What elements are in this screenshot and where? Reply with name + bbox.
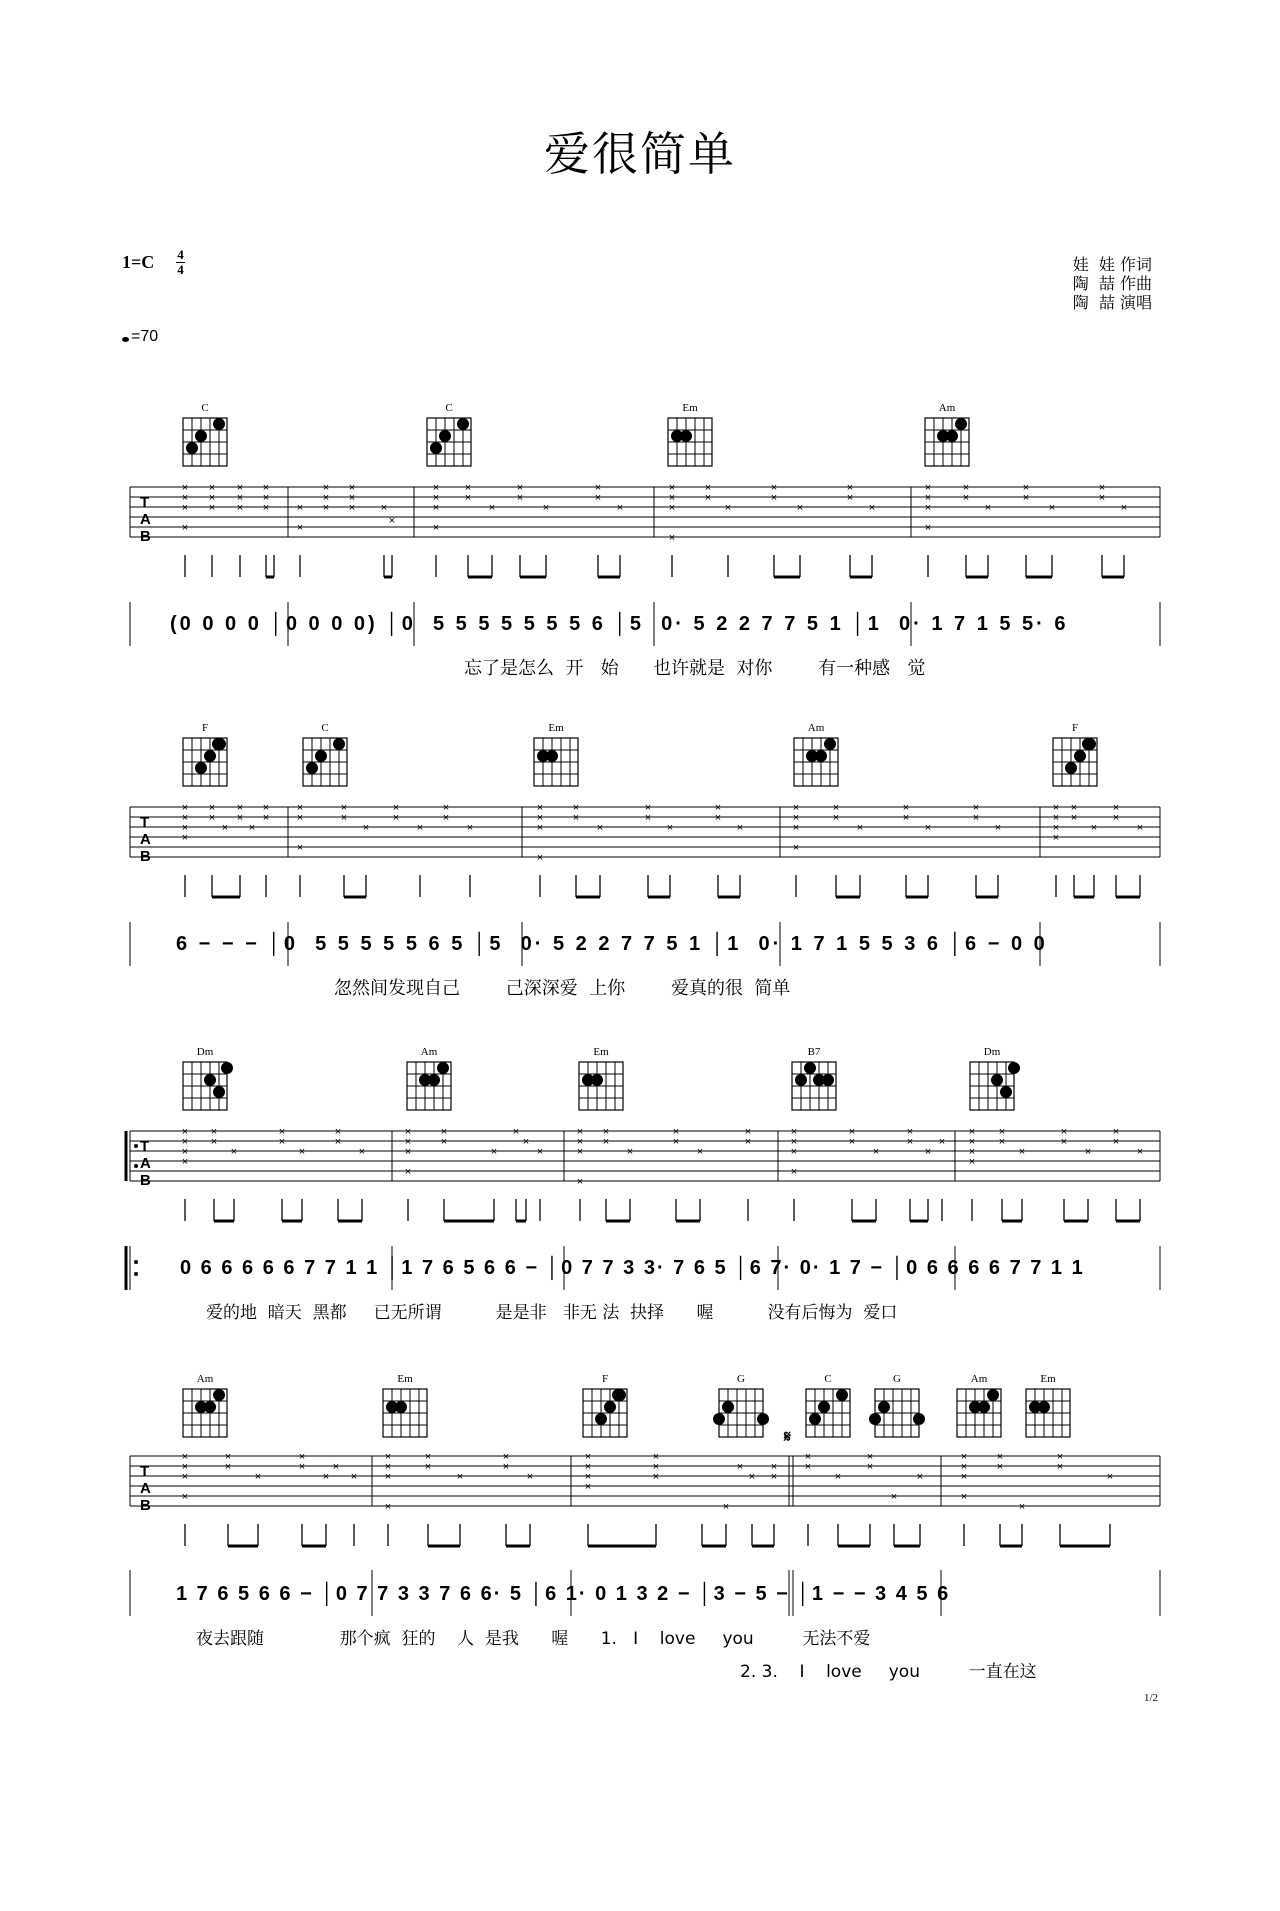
svg-text:×: × — [442, 802, 450, 814]
svg-text:×: × — [906, 1136, 914, 1148]
svg-text:×: × — [392, 802, 400, 814]
svg-text:×: × — [392, 812, 400, 824]
svg-text:×: × — [866, 1451, 874, 1463]
svg-text:×: × — [296, 502, 304, 514]
svg-text:×: × — [442, 812, 450, 824]
svg-text:×: × — [744, 1126, 752, 1138]
svg-text:×: × — [1070, 802, 1078, 814]
svg-text:×: × — [796, 502, 804, 514]
svg-text:×: × — [968, 1146, 976, 1158]
svg-text:×: × — [792, 812, 800, 824]
svg-text:A: A — [140, 511, 151, 528]
svg-text:×: × — [340, 802, 348, 814]
svg-text:×: × — [668, 502, 676, 514]
chord-name: B7 — [807, 1046, 821, 1058]
svg-text:×: × — [322, 1471, 330, 1483]
svg-text:×: × — [924, 492, 932, 504]
svg-text:×: × — [792, 802, 800, 814]
svg-text:×: × — [296, 522, 304, 534]
svg-text:×: × — [960, 1461, 968, 1473]
svg-text:T: T — [140, 1463, 150, 1480]
svg-text:×: × — [1112, 1136, 1120, 1148]
svg-text:A: A — [140, 1155, 151, 1172]
svg-text:×: × — [384, 1471, 392, 1483]
chord-name: Em — [548, 722, 564, 734]
chord-name: Em — [1040, 1373, 1056, 1385]
page-title: 爱很简单 — [544, 127, 736, 181]
svg-text:×: × — [322, 502, 330, 514]
chord-name: Dm — [983, 1046, 1001, 1058]
chord-name: C — [201, 402, 209, 414]
svg-text:×: × — [350, 1471, 358, 1483]
svg-text:×: × — [298, 1451, 306, 1463]
svg-text:×: × — [208, 492, 216, 504]
svg-text:×: × — [584, 1471, 592, 1483]
svg-text:×: × — [968, 1126, 976, 1138]
svg-text:×: × — [384, 1451, 392, 1463]
svg-text:×: × — [1070, 812, 1078, 824]
lyric-row-4a: 夜去跟随 那个疯 狂的 人 是我 喔 1. I love you 无法不爱 — [196, 1629, 871, 1649]
svg-text:B: B — [140, 848, 151, 865]
svg-text:×: × — [960, 1471, 968, 1483]
svg-text:×: × — [572, 802, 580, 814]
svg-text:×: × — [404, 1146, 412, 1158]
svg-text:×: × — [996, 1461, 1004, 1473]
svg-text:×: × — [236, 492, 244, 504]
svg-text:×: × — [380, 502, 388, 514]
svg-text:×: × — [998, 1136, 1006, 1148]
svg-text:×: × — [340, 812, 348, 824]
svg-text:×: × — [516, 492, 524, 504]
svg-text:×: × — [181, 502, 189, 514]
svg-text:×: × — [181, 1491, 189, 1503]
svg-text:×: × — [262, 802, 270, 814]
svg-text:×: × — [1048, 502, 1056, 514]
svg-text:×: × — [210, 1136, 218, 1148]
chord-name: Am — [196, 1373, 214, 1385]
svg-text:×: × — [1018, 1146, 1026, 1158]
svg-text:×: × — [456, 1471, 464, 1483]
svg-text:×: × — [1112, 812, 1120, 824]
svg-text:×: × — [348, 492, 356, 504]
svg-text:×: × — [536, 1146, 544, 1158]
svg-text:×: × — [296, 812, 304, 824]
svg-text:×: × — [722, 1501, 730, 1513]
svg-text:×: × — [236, 812, 244, 824]
svg-text:×: × — [262, 812, 270, 824]
chord-diagram — [183, 418, 969, 466]
svg-text:×: × — [572, 812, 580, 824]
svg-text:×: × — [1060, 1126, 1068, 1138]
svg-text:×: × — [576, 1126, 584, 1138]
svg-text:×: × — [1120, 502, 1128, 514]
chord-name: Em — [682, 402, 698, 414]
chord-name: C — [824, 1373, 832, 1385]
svg-text:×: × — [770, 1461, 778, 1473]
svg-text:×: × — [856, 822, 864, 834]
svg-text:×: × — [924, 482, 932, 494]
svg-text:×: × — [584, 1461, 592, 1473]
svg-text:×: × — [972, 812, 980, 824]
svg-text:×: × — [1052, 822, 1060, 834]
svg-text:×: × — [576, 1176, 584, 1188]
svg-text:×: × — [584, 1481, 592, 1493]
svg-text:×: × — [924, 502, 932, 514]
svg-text:×: × — [846, 492, 854, 504]
svg-text:×: × — [1090, 822, 1098, 834]
svg-text:×: × — [416, 822, 424, 834]
svg-text:×: × — [866, 1461, 874, 1473]
svg-text:×: × — [1052, 802, 1060, 814]
svg-text:×: × — [736, 1461, 744, 1473]
svg-text:×: × — [432, 502, 440, 514]
lyric-row-1: 忘了是怎么 开 始 也许就是 对你 有一种感 觉 — [464, 658, 926, 679]
svg-text:×: × — [1098, 482, 1106, 494]
svg-text:×: × — [536, 852, 544, 864]
svg-text:×: × — [924, 1146, 932, 1158]
svg-text:×: × — [322, 482, 330, 494]
svg-text:×: × — [181, 1451, 189, 1463]
svg-text:×: × — [298, 1461, 306, 1473]
svg-text:×: × — [536, 822, 544, 834]
svg-text:×: × — [994, 822, 1002, 834]
svg-text:T: T — [140, 494, 150, 511]
svg-text:×: × — [714, 812, 722, 824]
svg-text:×: × — [466, 822, 474, 834]
svg-text:×: × — [770, 482, 778, 494]
svg-text:×: × — [804, 1461, 812, 1473]
svg-text:A: A — [140, 1480, 151, 1497]
svg-text:×: × — [358, 1146, 366, 1158]
svg-text:A: A — [140, 831, 151, 848]
svg-text:×: × — [594, 482, 602, 494]
svg-text:×: × — [230, 1146, 238, 1158]
svg-text:×: × — [296, 842, 304, 854]
svg-text:×: × — [432, 492, 440, 504]
svg-text:×: × — [210, 1126, 218, 1138]
svg-text:×: × — [181, 482, 189, 494]
svg-text:×: × — [502, 1461, 510, 1473]
svg-text:×: × — [181, 1146, 189, 1158]
svg-text:×: × — [998, 1126, 1006, 1138]
svg-text:×: × — [490, 1146, 498, 1158]
svg-text:×: × — [322, 492, 330, 504]
svg-text:×: × — [502, 1451, 510, 1463]
key-signature: 1=C — [122, 252, 155, 272]
svg-text:×: × — [404, 1136, 412, 1148]
svg-text:×: × — [996, 1451, 1004, 1463]
svg-text:×: × — [440, 1126, 448, 1138]
svg-text:×: × — [916, 1471, 924, 1483]
chord-name: F — [1071, 722, 1079, 734]
svg-text:×: × — [744, 1136, 752, 1148]
svg-text:×: × — [1136, 822, 1144, 834]
svg-text:×: × — [832, 802, 840, 814]
svg-text:×: × — [924, 522, 932, 534]
svg-text:×: × — [1060, 1136, 1068, 1148]
lyric-row-3: 爱的地 暗天 黑都 已无所谓 是是非 非无 法 抉择 喔 没有后悔为 爱口 — [206, 1303, 898, 1323]
svg-text:T: T — [140, 814, 150, 831]
svg-text:×: × — [1106, 1471, 1114, 1483]
credit-lyricist: 娃 娃 作词 — [1072, 255, 1152, 274]
svg-text:×: × — [208, 482, 216, 494]
tempo-value: =70 — [131, 328, 159, 345]
chord-name: Em — [397, 1373, 413, 1385]
svg-text:×: × — [262, 492, 270, 504]
svg-text:×: × — [1112, 1126, 1120, 1138]
svg-text:×: × — [872, 1146, 880, 1158]
svg-text:×: × — [384, 1461, 392, 1473]
chord-name: Dm — [196, 1046, 214, 1058]
svg-text:×: × — [668, 532, 676, 544]
svg-text:×: × — [404, 1126, 412, 1138]
svg-text:×: × — [236, 482, 244, 494]
svg-text:×: × — [846, 482, 854, 494]
svg-text:×: × — [262, 482, 270, 494]
svg-text:×: × — [924, 822, 932, 834]
svg-text:×: × — [432, 522, 440, 534]
svg-text:×: × — [464, 492, 472, 504]
svg-text:×: × — [652, 1451, 660, 1463]
svg-text:×: × — [770, 1471, 778, 1483]
svg-text:×: × — [224, 1461, 232, 1473]
svg-text:×: × — [790, 1126, 798, 1138]
svg-text:×: × — [536, 812, 544, 824]
chord-name: Am — [807, 722, 825, 734]
svg-text:×: × — [832, 812, 840, 824]
svg-text:×: × — [181, 812, 189, 824]
svg-text:×: × — [224, 1451, 232, 1463]
svg-text:×: × — [236, 802, 244, 814]
svg-text:×: × — [666, 822, 674, 834]
svg-text:×: × — [672, 1136, 680, 1148]
svg-text:×: × — [181, 522, 189, 534]
svg-text:×: × — [181, 1136, 189, 1148]
svg-text:×: × — [770, 492, 778, 504]
svg-text:×: × — [668, 492, 676, 504]
notation-row-1: (0 0 0 0 │0 0 0 0) │0 5 5 5 5 5 5 5 6 │5 0· 5 2 2 7 7 5 1 │1 0· 1 7 1 5 5· 6 — [170, 613, 1069, 635]
notation-row-2: 6 − − − │0 5 5 5 5 5 6 5 │5 0· 5 2 2 7 7 5 1 │1 0· 1 7 1 5 5 3 6 │6 − 0 0 — [176, 933, 1048, 955]
svg-text:×: × — [388, 515, 396, 527]
svg-text:×: × — [424, 1451, 432, 1463]
svg-text:×: × — [724, 502, 732, 514]
svg-text:×: × — [672, 1126, 680, 1138]
svg-text:×: × — [704, 482, 712, 494]
svg-text:×: × — [334, 1126, 342, 1138]
svg-text:×: × — [962, 492, 970, 504]
svg-text:×: × — [596, 822, 604, 834]
svg-text:×: × — [236, 502, 244, 514]
chord-name: F — [201, 722, 209, 734]
svg-text:𝄋: 𝄋 — [784, 1429, 791, 1446]
svg-text:×: × — [848, 1126, 856, 1138]
svg-text:×: × — [536, 802, 544, 814]
svg-text:×: × — [938, 1136, 946, 1148]
svg-text:×: × — [526, 1471, 534, 1483]
svg-text:×: × — [181, 832, 189, 844]
svg-text:×: × — [792, 822, 800, 834]
chord-name: Em — [593, 1046, 609, 1058]
svg-text:×: × — [804, 1451, 812, 1463]
svg-text:×: × — [668, 482, 676, 494]
svg-text:×: × — [404, 1166, 412, 1178]
svg-text:×: × — [906, 1126, 914, 1138]
chord-name: G — [737, 1373, 745, 1385]
svg-text:×: × — [1052, 832, 1060, 844]
chord-name: C — [445, 402, 453, 414]
svg-text:×: × — [1112, 802, 1120, 814]
svg-text:×: × — [616, 502, 624, 514]
svg-text:×: × — [440, 1136, 448, 1148]
svg-text:×: × — [890, 1491, 898, 1503]
svg-text:×: × — [576, 1136, 584, 1148]
svg-text:×: × — [848, 1136, 856, 1148]
svg-text:×: × — [790, 1146, 798, 1158]
svg-text:×: × — [790, 1136, 798, 1148]
svg-text:×: × — [1052, 812, 1060, 824]
chord-name: Am — [420, 1046, 438, 1058]
svg-text:×: × — [576, 1146, 584, 1158]
svg-text:×: × — [714, 802, 722, 814]
svg-text:B: B — [140, 528, 151, 545]
svg-text:×: × — [626, 1146, 634, 1158]
svg-text:×: × — [1022, 492, 1030, 504]
svg-text:×: × — [516, 482, 524, 494]
chord-name: F — [601, 1373, 609, 1385]
svg-text:×: × — [652, 1471, 660, 1483]
svg-text:×: × — [298, 1146, 306, 1158]
svg-text:×: × — [1056, 1461, 1064, 1473]
chord-name: C — [321, 722, 329, 734]
chord-name: G — [893, 1373, 901, 1385]
svg-text:×: × — [972, 802, 980, 814]
svg-text:×: × — [384, 1501, 392, 1513]
svg-text:×: × — [602, 1136, 610, 1148]
svg-text:×: × — [968, 1156, 976, 1168]
svg-text:×: × — [262, 502, 270, 514]
svg-text:×: × — [792, 842, 800, 854]
svg-text:B: B — [140, 1172, 151, 1189]
svg-text:×: × — [432, 482, 440, 494]
svg-text:×: × — [748, 1471, 756, 1483]
time-signature-top: 4 — [177, 247, 184, 262]
svg-text:×: × — [424, 1461, 432, 1473]
credit-singer: 陶 喆 演唱 — [1072, 293, 1152, 312]
svg-text:×: × — [522, 1136, 530, 1148]
svg-text:×: × — [644, 802, 652, 814]
svg-text:×: × — [348, 482, 356, 494]
lyric-row-2: 忽然间发现自己 己深深爱 上你 爱真的很 简单 — [334, 978, 791, 999]
svg-text:×: × — [960, 1451, 968, 1463]
svg-text:×: × — [334, 1136, 342, 1148]
time-signature-bottom: 4 — [177, 262, 184, 277]
svg-text:×: × — [181, 1461, 189, 1473]
svg-text:×: × — [834, 1471, 842, 1483]
svg-text:×: × — [181, 822, 189, 834]
svg-text:×: × — [1136, 1146, 1144, 1158]
svg-text:×: × — [704, 492, 712, 504]
svg-text:×: × — [984, 502, 992, 514]
svg-text:×: × — [902, 802, 910, 814]
svg-text:×: × — [208, 812, 216, 824]
svg-text:×: × — [696, 1146, 704, 1158]
svg-text:×: × — [644, 812, 652, 824]
svg-text:×: × — [278, 1126, 286, 1138]
svg-text:×: × — [181, 802, 189, 814]
notation-row-3: 0 6 6 6 6 6 7 7 1 1 │1 7 6 5 6 6 − │0 7 7 3 3· 7 6 5 │6 7· 0· 1 7 − │0 6 6 6 6 7 7 1 1 — [180, 1257, 1085, 1279]
lyric-row-4b: 2. 3. I love you 一直在这 — [740, 1662, 1037, 1682]
svg-text:×: × — [790, 1166, 798, 1178]
svg-text:×: × — [181, 492, 189, 504]
svg-text:×: × — [584, 1451, 592, 1463]
svg-text:×: × — [960, 1491, 968, 1503]
svg-text:×: × — [254, 1471, 262, 1483]
svg-text:×: × — [602, 1126, 610, 1138]
notation-row-4: 1 7 6 5 6 6 − │0 7 7 3 3 7 6 6· 5 │6 1· 0 1 3 2 − │3 − 5 − │1 − − 3 4 5 6 — [176, 1583, 951, 1605]
svg-text:×: × — [208, 502, 216, 514]
svg-text:×: × — [902, 812, 910, 824]
svg-text:×: × — [1084, 1146, 1092, 1158]
svg-text:×: × — [348, 502, 356, 514]
svg-text:×: × — [181, 1126, 189, 1138]
svg-text:×: × — [1056, 1451, 1064, 1463]
svg-text:×: × — [542, 502, 550, 514]
svg-text:T: T — [140, 1138, 150, 1155]
svg-text:×: × — [868, 502, 876, 514]
svg-text:×: × — [181, 1156, 189, 1168]
svg-text:×: × — [362, 822, 370, 834]
chord-name: Am — [970, 1373, 988, 1385]
credit-composer: 陶 喆 作曲 — [1072, 274, 1152, 293]
svg-text:×: × — [1022, 482, 1030, 494]
svg-text:×: × — [968, 1136, 976, 1148]
svg-text:×: × — [278, 1136, 286, 1148]
svg-text:B: B — [140, 1497, 151, 1514]
svg-text:×: × — [736, 822, 744, 834]
svg-text:×: × — [296, 802, 304, 814]
svg-text:×: × — [221, 822, 229, 834]
svg-text:×: × — [248, 822, 256, 834]
svg-text:×: × — [594, 492, 602, 504]
chord-name: Am — [938, 402, 956, 414]
svg-text:×: × — [332, 1461, 340, 1473]
svg-text:×: × — [464, 482, 472, 494]
svg-text:×: × — [962, 482, 970, 494]
svg-text:×: × — [1098, 492, 1106, 504]
svg-text:×: × — [1018, 1501, 1026, 1513]
svg-text:×: × — [208, 802, 216, 814]
svg-text:×: × — [181, 1471, 189, 1483]
svg-text:×: × — [652, 1461, 660, 1473]
svg-text:×: × — [488, 502, 496, 514]
svg-text:×: × — [512, 1126, 520, 1138]
page-number: 1/2 — [1143, 1692, 1158, 1704]
